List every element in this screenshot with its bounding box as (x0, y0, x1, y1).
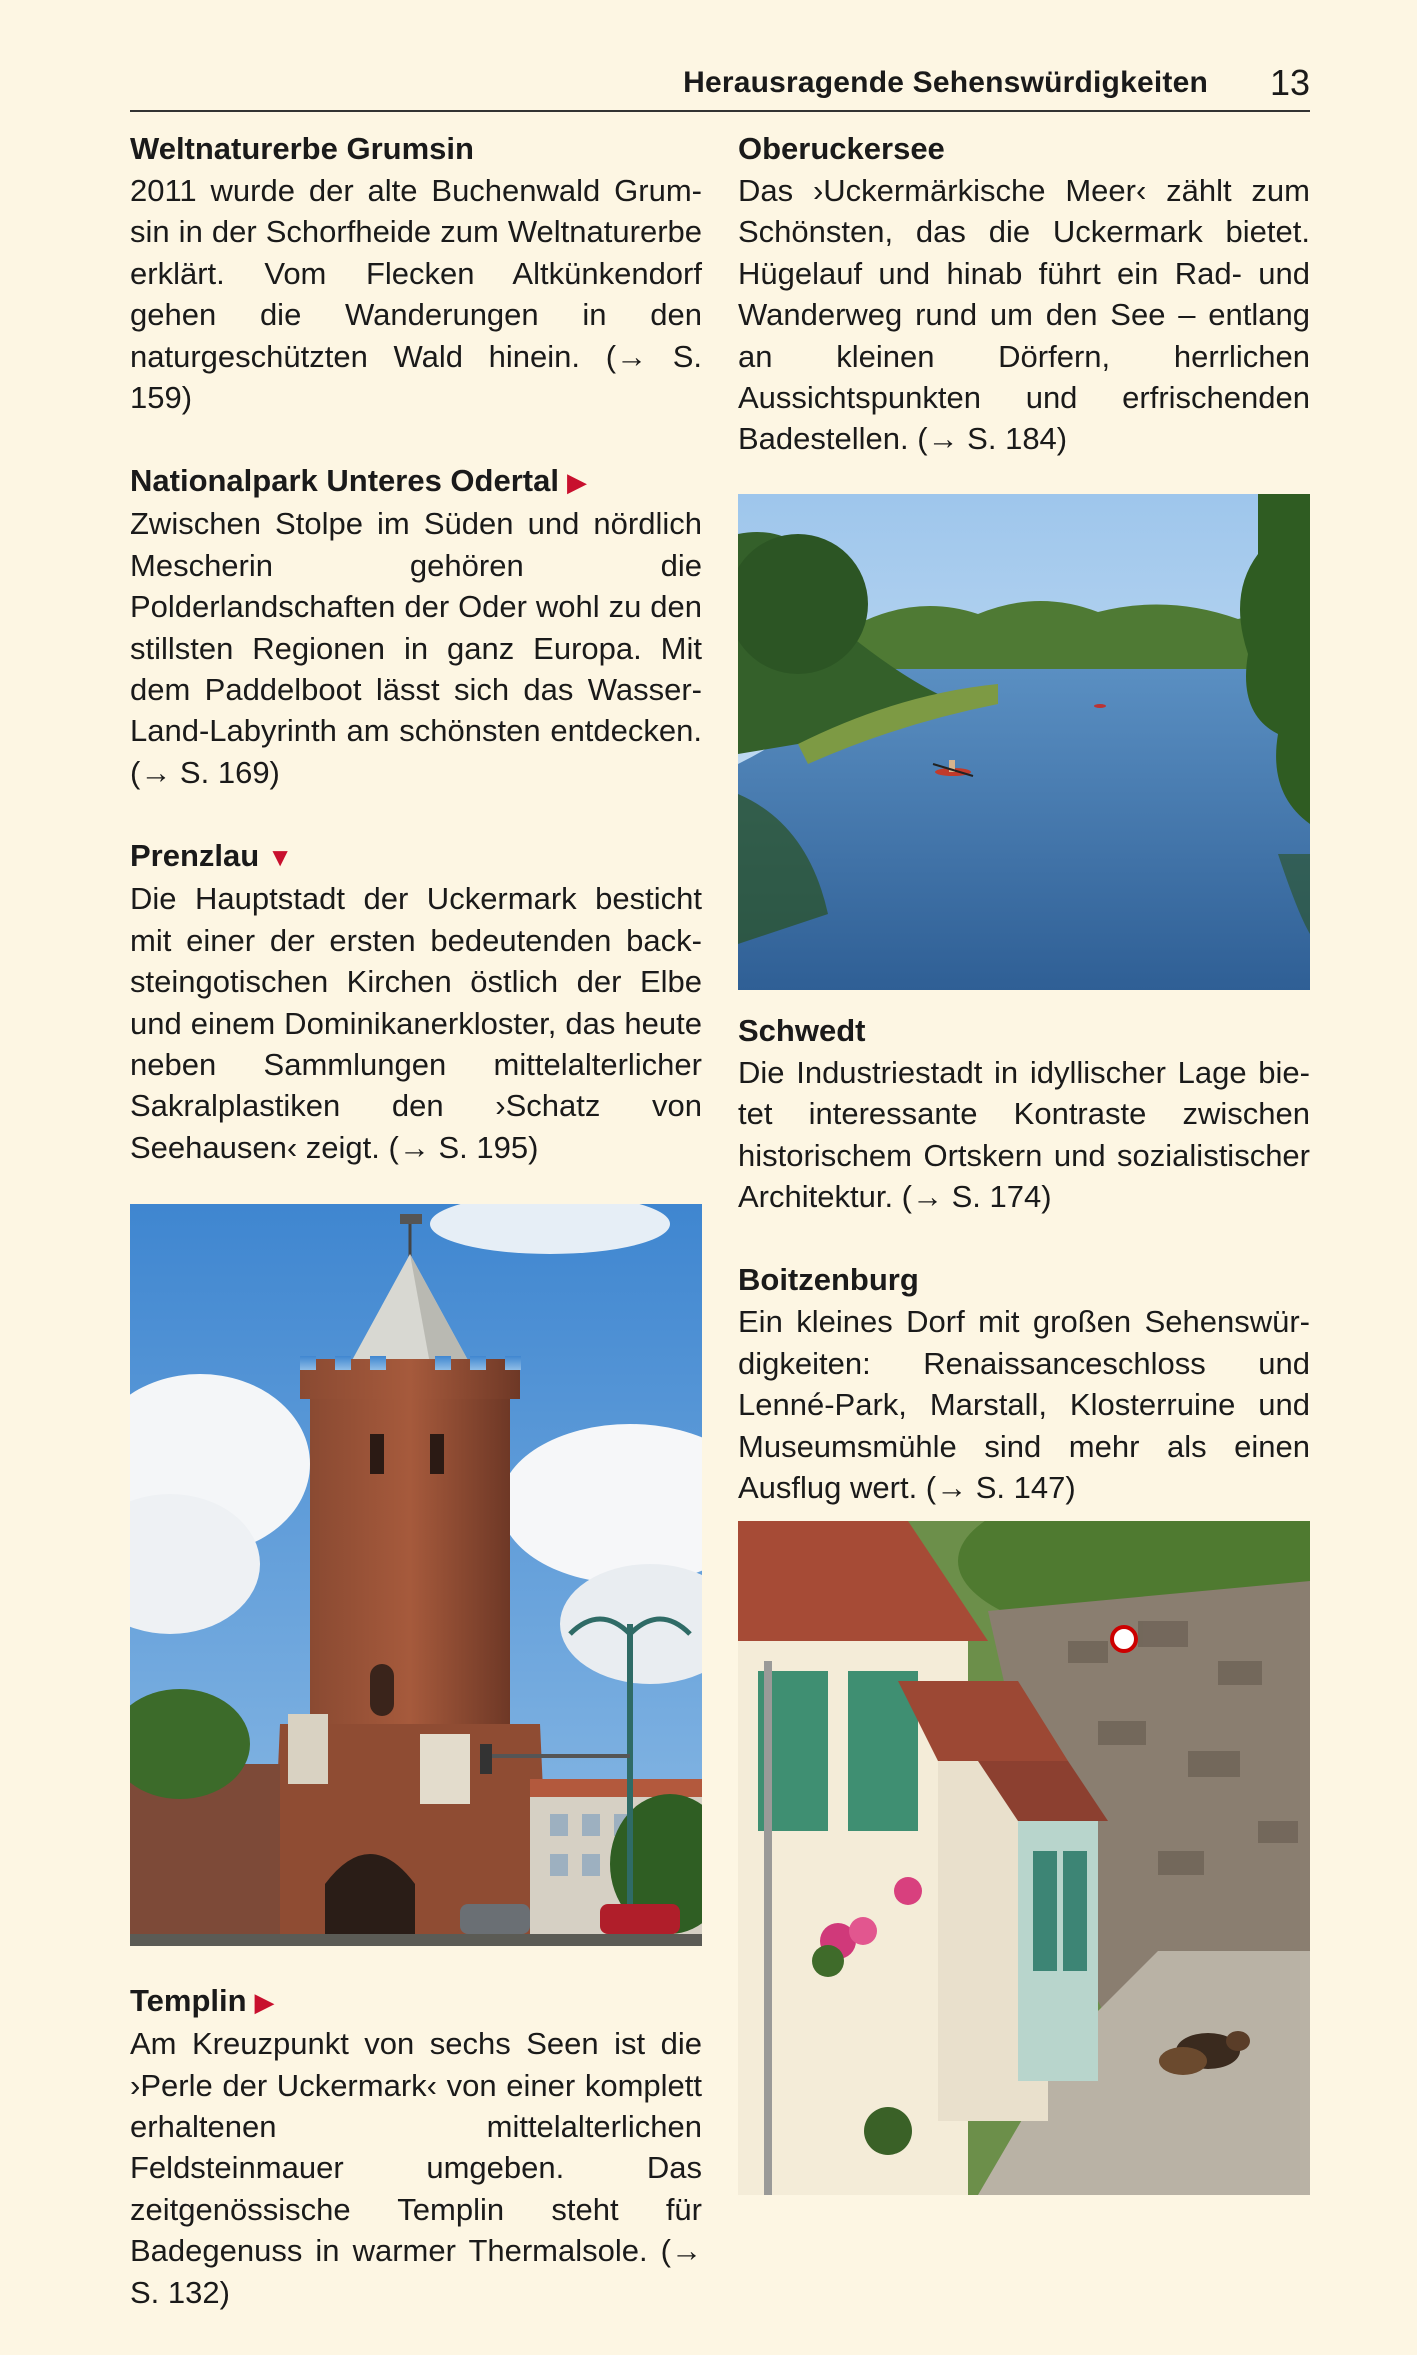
entry-oberuckersee (738, 128, 1310, 460)
entry-title: Templin ▶ (130, 1983, 275, 2019)
entry-title: Oberuckersee (738, 131, 945, 166)
entry-odertal (130, 460, 702, 793)
photo-templin-street (738, 1521, 1310, 2195)
triangle-right-icon: ▶ (254, 1987, 275, 2018)
entry-text: Die Hauptstadt der Uckermark besticht mit einer der ersten bedeutenden backsteingotischen Kirchen östlich der Elbe und einem Dominikanerkloster, das heute neben Sammlungen mittelalterlicher Sakralplastiken den ›Schatz von Seehausen‹ zeigt. (→ S. 195) (130, 881, 702, 1165)
right-column (738, 128, 1310, 2195)
entry-title: Weltnaturerbe Grumsin (130, 131, 474, 166)
page-number: 13 (1269, 62, 1310, 103)
entry-text: Am Kreuzpunkt von sechs Seen ist die ›Perle der Uckermark‹ von einer komplett erhaltenen mittelalterlichen Feldsteinmauer umgeben. Das zeitgenössische Templin steht für Badegenuss in warmer Thermalsole. (→ S. 132) (130, 2026, 702, 2310)
entry-grumsin (130, 128, 702, 418)
entry-text: Zwischen Stolpe im Süden und nördlich Mescherin gehören die Polderlandschaften der Oder wohl zu den stillsten Regionen in ganz Europa. Mit dem Paddelboot lässt sich das Wasser-Land-Labyrinth am schönsten entdecken. (→ S. 169) (130, 506, 702, 790)
entry-text: Ein kleines Dorf mit großen Sehenswürdigkeiten: Renaissanceschloss und Lenné-Park, Marstall, Klosterruine und Museumsmühle sind mehr als einen Ausflug wert. (→ S. 147) (738, 1304, 1310, 1506)
left-column (130, 128, 702, 2355)
photo-prenzlau-tower (130, 1204, 702, 1946)
entry-title: Boitzenburg (738, 1262, 919, 1298)
page-header (130, 62, 1310, 112)
entry-templin (130, 1980, 702, 2313)
header-title: Herausragende Sehenswürdigkeiten (683, 66, 1208, 99)
photo-oberuckersee-river (738, 494, 1310, 990)
triangle-right-icon: ▶ (566, 467, 587, 498)
triangle-down-icon: ▼ (267, 842, 293, 873)
entry-title: Prenzlau ▼ (130, 838, 293, 874)
entry-text: 2011 wurde der alte Buchenwald Grumsin in der Schorfheide zum Weltnaturerbe erklärt. Vom Flecken Altkünkendorf gehen die Wanderungen in den naturgeschützten Wald hinein. (→ S. 159) (130, 173, 702, 416)
entry-text: Die Industriestadt in idyllischer Lage bietet interessante Kontraste zwischen historischem Ortskern und sozialistischer Architektur. (→ S. 174) (738, 1054, 1310, 1215)
entry-prenzlau (130, 835, 702, 1168)
entry-schwedt (738, 1010, 1310, 1218)
entry-text: Das ›Uckermärkische Meer‹ zählt zum Schönsten, das die Uckermark bietet. Hügelauf und hinab führt ein Rad- und Wanderweg rund um den See – entlang an kleinen Dörfern, herrlichen Aussichtspunkten und erfrischenden Badestellen. (→ S. 184) (738, 173, 1310, 457)
entry-title: Schwedt (738, 1012, 866, 1048)
entry-boitzenburg (738, 1259, 1310, 1508)
entry-title: Nationalpark Unteres Odertal ▶ (130, 463, 587, 499)
